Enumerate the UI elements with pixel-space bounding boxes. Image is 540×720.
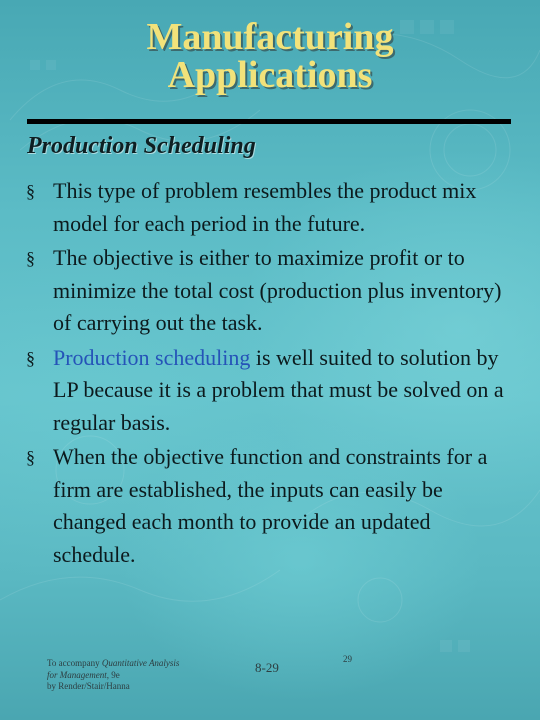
bullet-item xyxy=(24,441,514,571)
slide-number: 8-29 xyxy=(255,660,279,675)
bullet-marker-icon: § xyxy=(26,181,35,201)
bullet-marker-icon: § xyxy=(26,347,35,368)
slide-title xyxy=(0,18,540,94)
page-number: 29 xyxy=(343,654,352,664)
footer-attribution-prefix: To accompany xyxy=(47,658,102,668)
slide-title-line-2: Applications xyxy=(167,54,373,96)
title-divider xyxy=(27,119,511,124)
bullet-marker-icon: § xyxy=(26,248,35,268)
footer-book-title-cont: for Management xyxy=(47,669,107,680)
section-subtitle: Production Scheduling xyxy=(27,133,256,159)
footer-authors: by Render/Stair/Hanna xyxy=(47,681,130,691)
bullet-text: The objective is either to maximize profit or to minimize the total cost (production plus inventory) of carrying out the task. xyxy=(53,245,502,335)
footer-attribution xyxy=(47,658,179,693)
bullet-text: is well suited to solution by LP because it is a problem that must be solved on a regular basis. xyxy=(53,344,504,435)
bullet-text: This type of problem resembles the product mix model for each period in the future. xyxy=(53,178,477,236)
slide-footer xyxy=(0,650,540,720)
bullet-list xyxy=(24,175,514,573)
bullet-item xyxy=(24,242,514,340)
bullet-item xyxy=(24,175,514,240)
bullet-item xyxy=(24,342,514,440)
bullet-marker-icon: § xyxy=(26,447,35,467)
footer-edition: , 9e xyxy=(106,669,120,680)
footer-book-title: Quantitative Analysis xyxy=(101,658,180,668)
slide-title-line-1: Manufacturing xyxy=(146,16,394,58)
bullet-text: When the objective function and constraints for a firm are established, the inputs can easily be changed each month to provide an updated schedule. xyxy=(53,444,488,567)
highlighted-term: Production scheduling xyxy=(53,344,251,370)
